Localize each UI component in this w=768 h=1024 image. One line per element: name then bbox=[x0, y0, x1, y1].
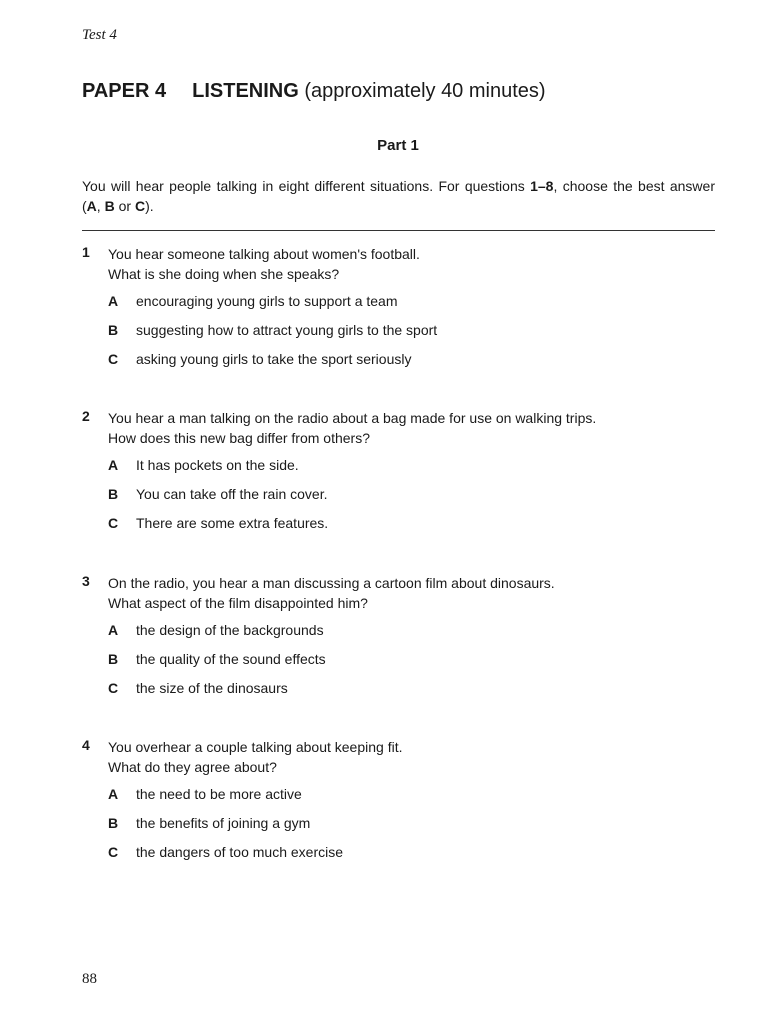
question-prompt: How does this new bag differ from others? bbox=[108, 430, 370, 446]
option-b bbox=[108, 484, 327, 504]
part-heading: Part 1 bbox=[377, 137, 419, 154]
paper-number: PAPER 4 bbox=[82, 80, 167, 102]
option-letter: C bbox=[108, 351, 119, 367]
question-stem bbox=[108, 737, 402, 777]
option-text: There are some extra features. bbox=[136, 515, 329, 531]
option-letter: C bbox=[108, 680, 119, 696]
option-key-a: A bbox=[86, 198, 97, 214]
option-letter: A bbox=[108, 786, 119, 802]
page-number: 88 bbox=[82, 971, 97, 987]
question-prompt: What is she doing when she speaks? bbox=[108, 266, 340, 282]
instructions bbox=[82, 176, 715, 216]
option-c bbox=[108, 349, 411, 369]
option-a bbox=[108, 455, 299, 475]
paper-duration: (approximately 40 minutes) bbox=[304, 80, 546, 102]
instructions-text: , choose the best answer ( bbox=[82, 178, 715, 214]
question-text: On the radio, you hear a man discussing a cartoon film about dinosaurs. bbox=[108, 575, 555, 591]
option-key-c: C bbox=[134, 198, 146, 214]
instructions-separator: , bbox=[96, 198, 105, 214]
option-b bbox=[108, 320, 437, 340]
option-text: encouraging young girls to support a team bbox=[136, 293, 398, 309]
option-a bbox=[108, 784, 302, 804]
question-number: 2 bbox=[82, 408, 90, 424]
option-letter: A bbox=[108, 622, 119, 638]
option-c bbox=[108, 678, 288, 698]
option-letter: A bbox=[108, 457, 119, 473]
paper-title bbox=[82, 80, 546, 103]
option-letter: B bbox=[108, 322, 119, 338]
option-text: the need to be more active bbox=[136, 786, 302, 802]
question-range: 1–8 bbox=[530, 178, 554, 194]
question-number: 3 bbox=[82, 573, 90, 589]
paper-skill: LISTENING bbox=[192, 80, 299, 102]
option-text: suggesting how to attract young girls to the sport bbox=[136, 322, 438, 338]
option-letter: C bbox=[108, 515, 119, 531]
option-text: the size of the dinosaurs bbox=[136, 680, 288, 696]
question-stem bbox=[108, 573, 555, 613]
question-number: 1 bbox=[82, 244, 90, 260]
option-letter: B bbox=[108, 815, 119, 831]
instructions-text: ). bbox=[145, 198, 154, 214]
divider-rule bbox=[82, 230, 715, 231]
option-text: the benefits of joining a gym bbox=[136, 815, 311, 831]
question-text: You overhear a couple talking about keeping fit. bbox=[108, 739, 403, 755]
option-a bbox=[108, 291, 398, 311]
option-key-b: B bbox=[104, 198, 115, 214]
option-text: It has pockets on the side. bbox=[136, 457, 299, 473]
option-c bbox=[108, 513, 328, 533]
option-letter: A bbox=[108, 293, 119, 309]
option-letter: B bbox=[108, 486, 119, 502]
option-b bbox=[108, 813, 310, 833]
option-letter: C bbox=[108, 844, 119, 860]
option-b bbox=[108, 649, 326, 669]
option-text: asking young girls to take the sport seriously bbox=[136, 351, 412, 367]
option-letter: B bbox=[108, 651, 119, 667]
option-text: the dangers of too much exercise bbox=[136, 844, 344, 860]
question-text: You hear a man talking on the radio about a bag made for use on walking trips. bbox=[108, 410, 597, 426]
option-text: the design of the backgrounds bbox=[136, 622, 324, 638]
question-number: 4 bbox=[82, 737, 90, 753]
question-prompt: What aspect of the film disappointed him? bbox=[108, 595, 368, 611]
question-text: You hear someone talking about women's football. bbox=[108, 246, 420, 262]
option-c bbox=[108, 842, 343, 862]
instructions-separator: or bbox=[114, 198, 135, 214]
option-text: You can take off the rain cover. bbox=[136, 486, 328, 502]
option-text: the quality of the sound effects bbox=[136, 651, 326, 667]
question-prompt: What do they agree about? bbox=[108, 759, 277, 775]
instructions-text: You will hear people talking in eight different situations. For questions bbox=[82, 178, 531, 194]
question-stem bbox=[108, 244, 420, 284]
option-a bbox=[108, 620, 324, 640]
question-stem bbox=[108, 408, 596, 448]
running-head: Test 4 bbox=[82, 27, 117, 43]
